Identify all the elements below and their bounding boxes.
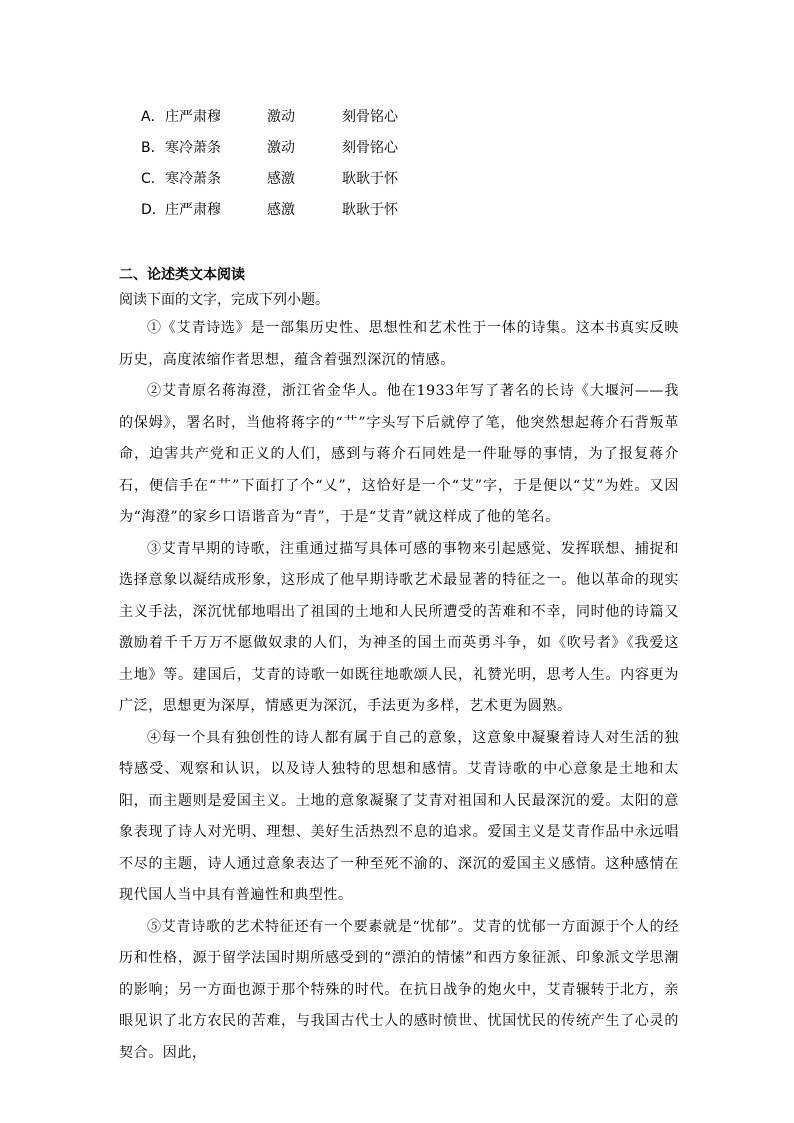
option-d bbox=[141, 193, 432, 224]
option-word-2: 激动 bbox=[267, 108, 295, 125]
option-letter: A． bbox=[141, 108, 165, 125]
option-word-2: 感激 bbox=[267, 201, 295, 218]
option-letter: D． bbox=[141, 201, 166, 218]
option-word-2: 激动 bbox=[267, 139, 295, 156]
option-b bbox=[141, 131, 432, 162]
option-word-3: 刻骨铭心 bbox=[342, 139, 398, 156]
option-letter: B． bbox=[141, 139, 165, 156]
passage-paragraph-5: ⑤艾青诗歌的艺术特征还有一个要素就是“忧郁”。艾青的忧郁一方面源于个人的经历和性格，源于留学法国时期所感受到的“漂泊的情愫”和西方象征派、印象派文学思潮的影响；另一方面也源于那个特殊的时代。在抗日战争的炮火中，艾青辗转于北方，亲眼见识了北方农民的苦难，与我国古代士人的感时愤世、忧国忧民的传统产生了心灵的契合。因此， bbox=[119, 918, 679, 1061]
answer-options bbox=[141, 100, 432, 224]
option-word-1: 庄严肃穆 bbox=[165, 108, 221, 125]
option-word-3: 耿耿于怀 bbox=[342, 201, 398, 218]
option-letter: C． bbox=[141, 170, 165, 187]
option-c bbox=[141, 162, 432, 193]
reading-passage bbox=[119, 313, 679, 1069]
option-word-3: 耿耿于怀 bbox=[342, 170, 398, 187]
section-title: 二、论述类文本阅读 bbox=[119, 267, 245, 283]
passage-paragraph-2: ②艾青原名蒋海澄，浙江省金华人。他在1933年写了著名的长诗《大堰河——我的保姆》，署名时，当他将蒋字的“艹”字头写下后就停了笔，他突然想起蒋介石背叛革命，迫害共产党和正义的人们，感到与蒋介石同姓是一件耻辱的事情，为了报复蒋介石，便信手在“艹”下面打了个“乂”，这恰好是一个“艾”字，于是便以“艾”为姓。又因为“海澄”的家乡口语谐音为“青”，于是“艾青”就这样成了他的笔名。 bbox=[119, 383, 679, 525]
option-word-1: 庄严肃穆 bbox=[165, 201, 221, 218]
option-word-3: 刻骨铭心 bbox=[342, 108, 398, 125]
option-word-2: 感激 bbox=[267, 170, 295, 187]
reading-instruction: 阅读下面的文字，完成下列小题。 bbox=[119, 292, 329, 308]
passage-paragraph-4: ④每一个具有独创性的诗人都有属于自己的意象，这意象中凝聚着诗人对生活的独特感受、观察和认识，以及诗人独特的思想和感情。艾青诗歌的中心意象是土地和太阳，而主题则是爱国主义。土地的意象凝聚了艾青对祖国和人民最深沉的爱。太阳的意象表现了诗人对光明、理想、美好生活热烈不息的追求。爱国主义是艾青作品中永远唱不尽的主题，诗人通过意象表达了一种至死不渝的、深沉的爱国主义感情。这种感情在现代国人当中具有普遍性和典型性。 bbox=[119, 729, 679, 903]
option-word-1: 寒冷萧条 bbox=[165, 170, 221, 187]
option-word-1: 寒冷萧条 bbox=[165, 139, 221, 156]
option-a bbox=[141, 100, 432, 131]
passage-paragraph-3: ③艾青早期的诗歌，注重通过描写具体可感的事物来引起感觉、发挥联想、捕捉和选择意象以凝结成形象，这形成了他早期诗歌艺术最显著的特征之一。他以革命的现实主义手法，深沉忧郁地唱出了祖国的土地和人民所遭受的苦难和不幸，同时他的诗篇又激励着千千万万不愿做奴隶的人们，为神圣的国土而英勇斗争，如《吹号者》《我爱这土地》等。建国后，艾青的诗歌一如既往地歌颂人民，礼赞光明，思考人生。内容更为广泛，思想更为深厚，情感更为深沉，手法更为多样，艺术更为圆熟。 bbox=[119, 540, 679, 714]
passage-paragraph-1: ①《艾青诗选》是一部集历史性、思想性和艺术性于一体的诗集。这本书真实反映历史，高度浓缩作者思想，蕴含着强烈深沉的情感。 bbox=[119, 320, 679, 368]
